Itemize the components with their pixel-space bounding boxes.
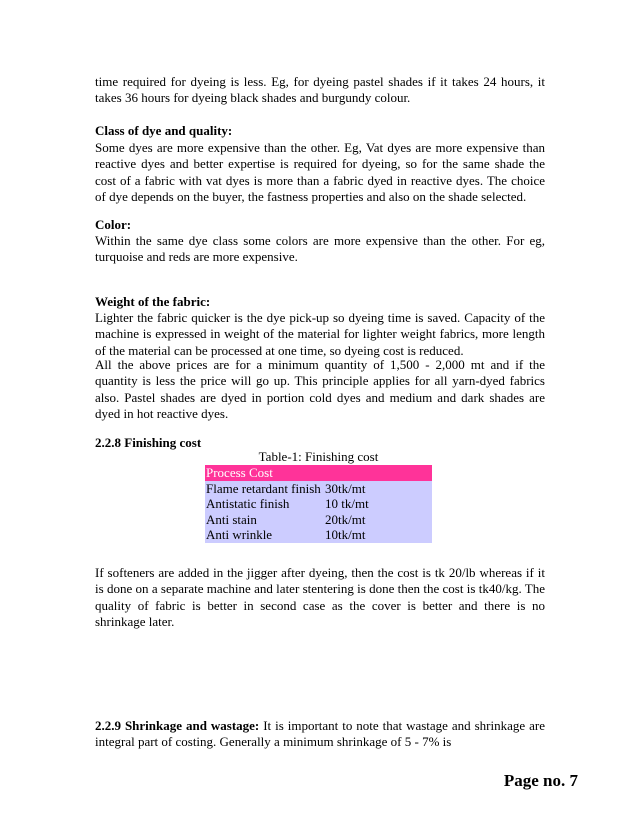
cost-cell: 20tk/mt	[324, 512, 432, 528]
shrinkage-paragraph	[95, 718, 545, 751]
table-row	[205, 527, 432, 543]
dye-class-heading: Class of dye and quality:	[95, 123, 233, 138]
color-heading: Color:	[95, 217, 132, 232]
table-caption: Table-1: Finishing cost	[258, 449, 379, 464]
finishing-cost-heading: 2.2.8 Finishing cost	[95, 435, 202, 450]
intro-paragraph: time required for dyeing is less. Eg, for dyeing pastel shades if it takes 24 hours, it takes 36 hours for dyeing black shades and burgundy colour.	[95, 74, 545, 106]
cost-cell: 30tk/mt	[324, 481, 432, 497]
weight-paragraph-2: All the above prices are for a minimum quantity of 1,500 - 2,000 mt and if the quantity is less the price will go up. This principle applies for all yarn-dyed fabrics also. Pastel shades are dyed in portion cold dyes and medium and dark shades are dyed in hot reactive dyes.	[95, 357, 545, 422]
shrinkage-body: It is important to note that wastage and shrinkage are integral part of costing. Generally a minimum shrinkage of 5 - 7% is	[95, 718, 545, 750]
cost-cell: 10 tk/mt	[324, 496, 432, 512]
table-header-row	[205, 465, 432, 481]
weight-paragraph: Lighter the fabric quicker is the dye pick-up so dyeing time is saved. Capacity of the machine is expressed in weight of the material for lighter weight fabrics, more length of the material can be processed at one time, so dyeing cost is reduced.	[95, 310, 545, 358]
shrinkage-heading: 2.2.9 Shrinkage and wastage:	[95, 718, 260, 733]
softeners-paragraph: If softeners are added in the jigger after dyeing, then the cost is tk 20/lb whereas if it is done on a separate machine and later stentering is done then the cost is tk40/kg. The quality of fabric is better in second case as the cover is better and there is no shrinkage later.	[95, 565, 545, 630]
table-row	[205, 512, 432, 528]
table-row	[205, 481, 432, 497]
page-number: Page no. 7	[503, 771, 578, 790]
process-cell: Anti wrinkle	[205, 527, 324, 543]
process-cell: Antistatic finish	[205, 496, 324, 512]
color-paragraph: Within the same dye class some colors are more expensive than the other. For eg, turquoise and reds are more expensive.	[95, 233, 545, 265]
process-cell: Flame retardant finish	[205, 481, 324, 497]
cost-cell: 10tk/mt	[324, 527, 432, 543]
process-cell: Anti stain	[205, 512, 324, 528]
dye-class-paragraph: Some dyes are more expensive than the other. Eg, Vat dyes are more expensive than reactive dyes and better expertise is required for dyeing, so for the same shade the cost of a fabric with vat dyes is more than a fabric dyed in reactive dyes. The choice of dye depends on the buyer, the fastness properties and also on the shade selected.	[95, 140, 545, 205]
table-header-cell: Process Cost	[205, 465, 432, 481]
table-row	[205, 496, 432, 512]
finishing-cost-table	[205, 465, 432, 543]
weight-heading: Weight of the fabric:	[95, 294, 211, 309]
